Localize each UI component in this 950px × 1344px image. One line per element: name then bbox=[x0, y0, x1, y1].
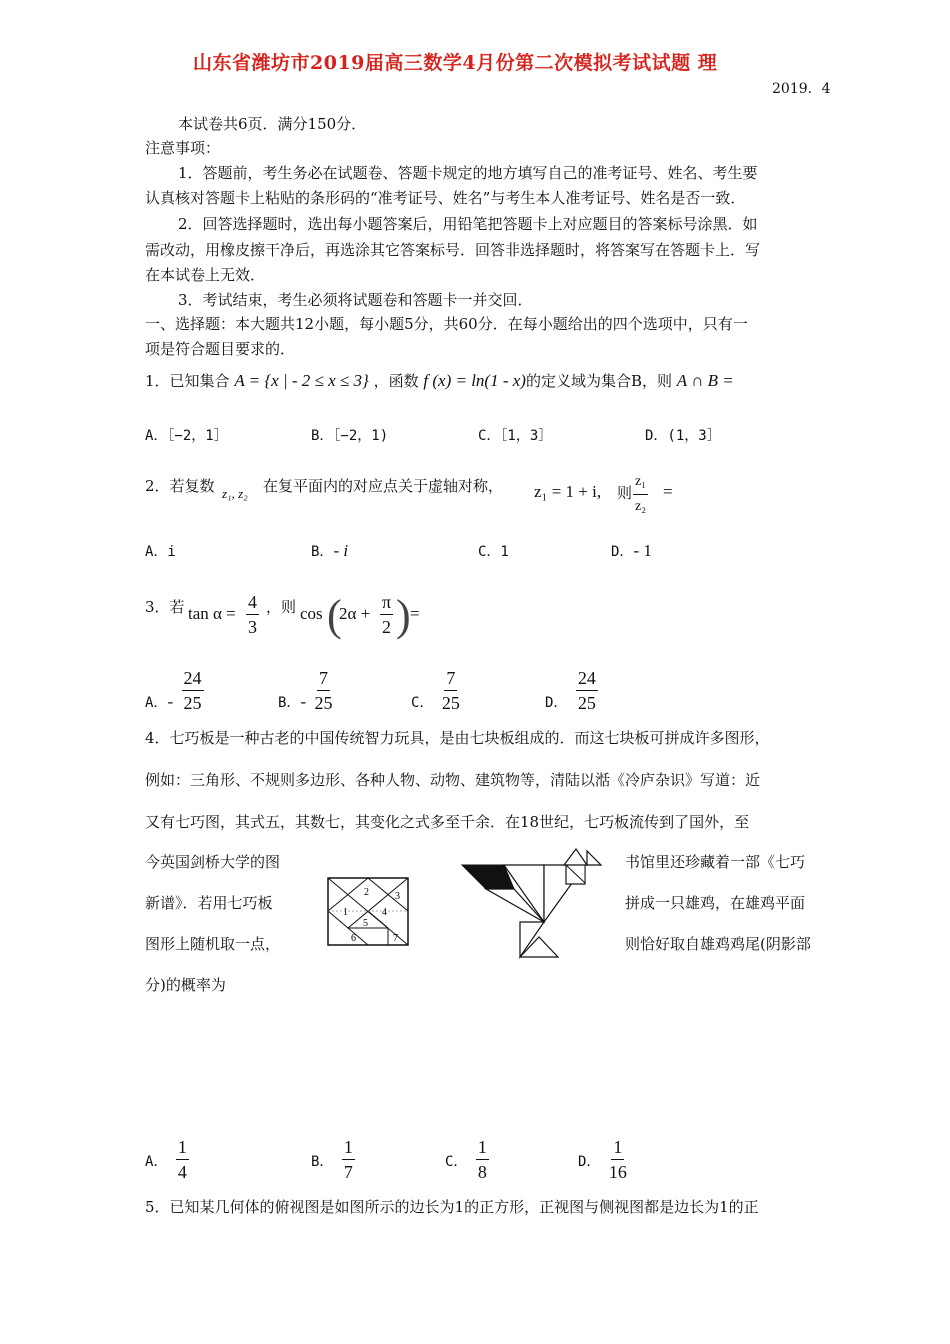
q3-option-c-den: 25 bbox=[441, 693, 460, 713]
q3-pi-num: π bbox=[380, 590, 393, 615]
q4-option-d-den: 16 bbox=[608, 1162, 627, 1182]
q4-line-2: 例如：三角形、不规则多边形、各种人物、动物、建筑物等，清陆以湉《冷庐杂识》写道：近 bbox=[145, 771, 761, 789]
q2-option-c: C．1 bbox=[478, 544, 509, 560]
q2-fraction bbox=[633, 470, 648, 519]
q4-line-1: 4．七巧板是一种古老的中国传统智力玩具，是由七块板组成的．而这七块板可拼成许多图形， bbox=[145, 729, 770, 747]
q4-option-c-frac bbox=[476, 1135, 489, 1184]
q3-option-a-frac bbox=[182, 666, 204, 715]
q3-option-a-den: 25 bbox=[183, 693, 202, 713]
q2-prefix: 2．若复数 bbox=[145, 477, 215, 495]
q4-line-3: 又有七巧图，其式五，其数七，其变化之式多至千余．在18世纪，七巧板流传到了国外，至 bbox=[145, 813, 750, 831]
q3-option-c-num: 7 bbox=[444, 666, 457, 691]
q4-option-b-label: B． bbox=[311, 1153, 334, 1170]
q4-option-c-num: 1 bbox=[476, 1135, 489, 1160]
q1-set-a: A = {x | - 2 ≤ x ≤ 3} bbox=[234, 371, 369, 390]
q1-prefix: 1．已知集合 bbox=[145, 372, 230, 390]
page-title: 山东省潍坊市2019届高三数学4月份第二次模拟考试试题 理 bbox=[193, 52, 718, 74]
q1-function: f (x) = ln(1 - x) bbox=[423, 371, 526, 390]
q3-option-b-num: 7 bbox=[317, 666, 330, 691]
q4-line-5a: 新谱》．若用七巧板 bbox=[145, 894, 273, 912]
note-2-cont2: 在本试卷上无效． bbox=[145, 266, 266, 284]
q4-option-b-num: 1 bbox=[342, 1135, 355, 1160]
q3-tan: tan α = bbox=[188, 604, 236, 623]
q3-paren-right: ) bbox=[396, 591, 411, 640]
tangram-square-figure bbox=[327, 877, 409, 947]
q3-option-c-frac bbox=[442, 666, 460, 715]
section-heading-cont: 项是符合题目要求的． bbox=[145, 340, 296, 358]
q1-expression: A ∩ B = bbox=[676, 371, 734, 390]
intro-line: 本试卷共6页．满分150分． bbox=[178, 115, 367, 133]
q4-line-7: 分)的概率为 bbox=[145, 976, 226, 994]
q3-cos-arg: 2α + bbox=[339, 604, 371, 623]
q3-option-b bbox=[278, 666, 333, 715]
exam-date: 2019．4 bbox=[772, 81, 831, 97]
q3-equals: = bbox=[410, 604, 420, 623]
tangram-label-7: 7 bbox=[393, 933, 398, 944]
q3-option-c-label: C． bbox=[411, 694, 434, 711]
q3-option-a-sign: - bbox=[167, 691, 174, 711]
q3-prefix: 3．若 bbox=[145, 598, 185, 616]
q2-frac-num: z₁ bbox=[633, 470, 648, 495]
q1-option-c: C．［1，3］ bbox=[478, 428, 553, 444]
q1-suffix: 的定义域为集合B，则 bbox=[525, 372, 672, 390]
rooster-figure bbox=[458, 845, 608, 963]
q4-option-c-den: 8 bbox=[477, 1162, 487, 1182]
q4-option-b bbox=[311, 1135, 355, 1184]
q3-pi-den: 2 bbox=[382, 617, 392, 637]
q2-mid: 在复平面内的对应点关于虚轴对称， bbox=[263, 477, 504, 495]
tangram-label-1: 1 bbox=[343, 907, 348, 918]
q4-option-a-num: 1 bbox=[176, 1135, 189, 1160]
q3-option-d-den: 25 bbox=[577, 693, 596, 713]
q4-option-c bbox=[445, 1135, 489, 1184]
q1-mid: ，函数 bbox=[373, 372, 419, 390]
q4-line-6b: 则恰好取自雄鸡鸡尾(阴影部 bbox=[625, 935, 811, 953]
tangram-label-3: 3 bbox=[395, 891, 400, 902]
q2-option-d-label: D． bbox=[611, 544, 634, 560]
q4-option-a-den: 4 bbox=[177, 1162, 187, 1182]
q3-paren-left: ( bbox=[327, 591, 342, 640]
note-3: 3．考试结束，考生必须将试题卷和答题卡一并交回． bbox=[178, 291, 533, 309]
q2-option-d-value: - 1 bbox=[633, 541, 652, 560]
q4-option-c-label: C． bbox=[445, 1153, 468, 1170]
q4-option-b-frac bbox=[342, 1135, 355, 1184]
q3-option-d-frac bbox=[576, 666, 598, 715]
q3-option-b-sign: - bbox=[300, 691, 307, 711]
q3-option-b-frac bbox=[315, 666, 333, 715]
note-1-cont: 认真核对答题卡上粘贴的条形码的“准考证号、姓名”与考生本人准考证号、姓名是否一致． bbox=[145, 189, 746, 207]
q2-then: 则 bbox=[617, 484, 633, 502]
question-1 bbox=[145, 370, 734, 391]
q2-equals: = bbox=[663, 482, 673, 501]
q3-pi-fraction bbox=[380, 590, 393, 639]
q4-option-d-frac bbox=[609, 1135, 627, 1184]
q2-option-d bbox=[611, 541, 652, 561]
q3-option-b-den: 25 bbox=[314, 693, 333, 713]
notice-title: 注意事项： bbox=[145, 139, 221, 157]
q5-line-1: 5．已知某几何体的俯视图是如图所示的边长为1的正方形，正视图与侧视图都是边长为1的正 bbox=[145, 1198, 759, 1216]
rooster-head bbox=[564, 849, 587, 865]
note-1: 1．答题前，考生务必在试题卷、答题卡规定的地方填写自己的准考证号、姓名、考生要 bbox=[178, 164, 758, 182]
q3-option-d bbox=[545, 666, 598, 715]
q4-option-a bbox=[145, 1135, 189, 1184]
q2-z1: z₁ = 1 + i, bbox=[534, 482, 602, 501]
q4-option-b-den: 7 bbox=[343, 1162, 353, 1182]
q3-tan-num: 4 bbox=[246, 590, 259, 615]
q1-option-d: D．(1，3］ bbox=[645, 428, 721, 444]
q4-line-5b: 拼成一只雄鸡，在雄鸡平面 bbox=[625, 894, 806, 912]
tangram-label-6: 6 bbox=[351, 933, 356, 944]
note-2: 2．回答选择题时，选出每小题答案后，用铅笔把答题卡上对应题目的答案标号涂黑．如 bbox=[178, 215, 758, 233]
q4-option-a-label: A． bbox=[145, 1153, 168, 1170]
q3-option-b-label: B． bbox=[278, 694, 301, 711]
q4-option-a-frac bbox=[176, 1135, 189, 1184]
tangram-label-5: 5 bbox=[363, 918, 368, 929]
q3-tan-fraction bbox=[246, 590, 259, 639]
q2-frac-den: z₂ bbox=[635, 499, 647, 514]
q3-option-d-label: D． bbox=[545, 694, 568, 711]
q3-option-a bbox=[145, 666, 204, 715]
note-2-cont: 需改动，用橡皮擦干净后，再选涂其它答案标号．回答非选择题时，将答案写在答题卡上．写 bbox=[145, 241, 761, 259]
q4-line-6a: 图形上随机取一点， bbox=[145, 935, 281, 953]
q4-option-d-label: D． bbox=[578, 1153, 601, 1170]
q3-option-a-num: 24 bbox=[182, 666, 204, 691]
tangram-label-4: 4 bbox=[382, 907, 387, 918]
q2-vars: z₁, z₂ bbox=[222, 486, 248, 501]
q2-option-b-value: - i bbox=[333, 541, 349, 560]
q4-option-d-num: 1 bbox=[611, 1135, 624, 1160]
rooster-beak bbox=[587, 851, 601, 865]
q4-line-4a: 今英国剑桥大学的图 bbox=[145, 853, 281, 871]
q1-option-b: B．［−2，1) bbox=[311, 428, 389, 444]
q3-then: ，则 bbox=[266, 598, 297, 616]
q1-option-a: A．［−2，1］ bbox=[145, 428, 228, 444]
q3-option-a-label: A． bbox=[145, 694, 168, 711]
q2-option-a: A．i bbox=[145, 544, 176, 560]
q2-option-b-label: B． bbox=[311, 544, 334, 560]
q3-option-c bbox=[411, 666, 460, 715]
q3-tan-den: 3 bbox=[248, 617, 257, 637]
q3-option-d-num: 24 bbox=[576, 666, 598, 691]
section-heading: 一、选择题：本大题共12小题，每小题5分，共60分．在每小题给出的四个选项中，只有一 bbox=[145, 315, 748, 333]
q4-line-4b: 书馆里还珍藏着一部《七巧 bbox=[625, 853, 806, 871]
tangram-label-2: 2 bbox=[364, 887, 369, 898]
q3-cos: cos bbox=[300, 604, 323, 623]
q2-option-b bbox=[311, 541, 348, 561]
q4-option-d bbox=[578, 1135, 627, 1184]
